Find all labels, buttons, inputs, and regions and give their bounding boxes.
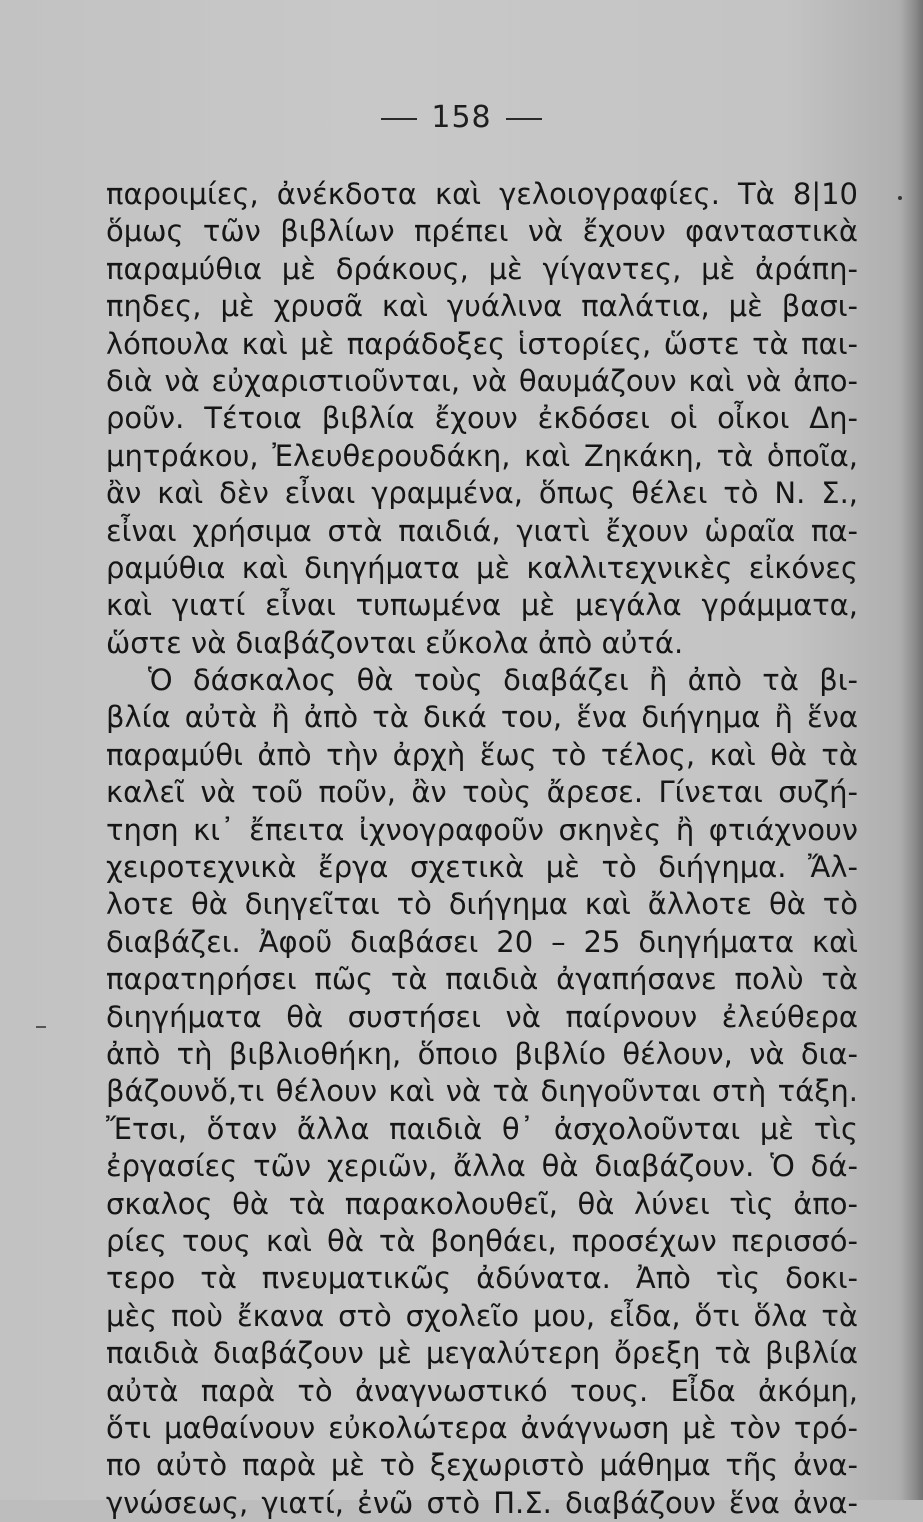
text-line: εἶναι χρήσιμα στὰ παιδιά, γιατὶ ἔχουν ὡραῖα πα- xyxy=(106,513,858,548)
text-line: μητράκου, Ἐλευθερουδάκη, καὶ Ζηκάκη, τὰ ὁποῖα, xyxy=(106,438,858,473)
margin-dot xyxy=(898,196,902,200)
text-line: σκαλος θὰ τὰ παρακολουθεῖ, θὰ λύνει τὶς ἀπο- xyxy=(106,1186,858,1221)
text-line: πο αὐτὸ παρὰ μὲ τὸ ξεχωριστὸ μάθημα τῆς ἀνα- xyxy=(106,1448,858,1483)
text-line: λοτε θὰ διηγεῖται τὸ διήγημα καὶ ἄλλοτε θὰ τὸ xyxy=(106,887,858,922)
text-line: λόπουλα καὶ μὲ παράδοξες ἱστορίες, ὥστε τὰ παι- xyxy=(106,326,858,361)
text-line: χειροτεχνικὰ ἔργα σχετικὰ μὲ τὸ διήγημα. Ἄλ- xyxy=(106,850,858,885)
text-line: παραμύθια μὲ δράκους, μὲ γίγαντες, μὲ ἀράπη- xyxy=(106,251,858,286)
text-line: διαβάζει. Ἀφοῦ διαβάσει 20 – 25 διηγήματα καὶ xyxy=(106,924,858,959)
text-line: ὥστε νὰ διαβάζονται εὔκολα ἀπὸ αὐτά. xyxy=(106,625,684,660)
text-line: καλεῖ νὰ τοῦ ποῦν, ἂν τοὺς ἄρεσε. Γίνεται συζή- xyxy=(106,775,858,810)
body-text xyxy=(106,176,858,1522)
text-line: καὶ γιατί εἶναι τυπωμένα μὲ μεγάλα γράμματα, xyxy=(106,588,858,623)
text-line: πηδες, μὲ χρυσᾶ καὶ γυάλινα παλάτια, μὲ βασι- xyxy=(106,289,858,324)
text-line: παρατηρήσει πῶς τὰ παιδιὰ ἀγαπήσανε πολὺ τὰ xyxy=(106,962,858,997)
header-dash-right xyxy=(506,118,542,120)
text-line: μὲς ποὺ ἔκανα στὸ σχολεῖο μου, εἶδα, ὅτι ὅλα τὰ xyxy=(106,1298,858,1333)
text-line: Ὁ δάσκαλος θὰ τοὺς διαβάζει ἢ ἀπὸ τὰ βι- xyxy=(148,663,858,698)
text-line: αὐτὰ παρὰ τὸ ἀναγνωστικό τους. Εἶδα ἀκόμη, xyxy=(106,1373,858,1408)
text-line: παιδιὰ διαβάζουν μὲ μεγαλύτερη ὄρεξη τὰ βιβλία xyxy=(106,1336,858,1371)
text-line: παροιμίες, ἀνέκδοτα καὶ γελοιογραφίες. Τὰ 8|10 xyxy=(106,177,858,211)
margin-tick xyxy=(36,1026,46,1028)
page-number: 158 xyxy=(431,100,492,135)
text-line: Ἔτσι, ὅταν ἄλλα παιδιὰ θ᾿ ἀσχολοῦνται μὲ τὶς xyxy=(106,1111,858,1146)
text-line: ροῦν. Τέτοια βιβλία ἔχουν ἐκδόσει οἱ οἶκοι Δη- xyxy=(106,401,858,436)
text-line: ὅτι μαθαίνουν εὐκολώτερα ἀνάγνωση μὲ τὸν τρό- xyxy=(106,1410,858,1445)
text-line: τερο τὰ πνευματικῶς ἀδύνατα. Ἀπὸ τὶς δοκι- xyxy=(106,1261,858,1296)
text-line: διηγήματα θὰ συστήσει νὰ παίρνουν ἐλεύθερα xyxy=(106,999,858,1034)
page-header xyxy=(0,100,923,135)
text-line: παραμύθι ἀπὸ τὴν ἀρχὴ ἕως τὸ τέλος, καὶ θὰ τὰ xyxy=(106,737,858,772)
text-line: ραμύθια καὶ διηγήματα μὲ καλλιτεχνικὲς εἰκόνες xyxy=(106,550,858,585)
text-line: βλία αὐτὰ ἢ ἀπὸ τὰ δικά του, ἕνα διήγημα ἢ ἕνα xyxy=(106,700,858,735)
text-line: ρίες τους καὶ θὰ τὰ βοηθάει, προσέχων περισσό- xyxy=(106,1223,858,1258)
header-dash-left xyxy=(381,118,417,120)
text-line: βάζουνὅ,τι θέλουν καὶ νὰ τὰ διηγοῦνται στὴ τάξη. xyxy=(106,1074,858,1109)
text-line: ἂν καὶ δὲν εἶναι γραμμένα, ὅπως θέλει τὸ Ν. Σ., xyxy=(106,476,858,511)
text-line: διὰ νὰ εὐχαριστιοῦνται, νὰ θαυμάζουν καὶ νὰ ἀπο- xyxy=(106,363,858,398)
text-line: γνώσεως, γιατί, ἐνῶ στὸ Π.Σ. διαβάζουν ἕνα ἀνα- xyxy=(106,1485,858,1520)
page-binding-shadow xyxy=(901,0,923,1500)
text-line: ἀπὸ τὴ βιβλιοθήκη, ὅποιο βιβλίο θέλουν, νὰ δια- xyxy=(106,1036,858,1071)
text-line: τηση κι᾿ ἔπειτα ἰχνογραφοῦν σκηνὲς ἢ φτιάχνουν xyxy=(106,812,858,847)
text-line: ὅμως τῶν βιβλίων πρέπει νὰ ἔχουν φανταστικὰ xyxy=(106,214,858,249)
text-line: ἐργασίες τῶν χεριῶν, ἄλλα θὰ διαβάζουν. Ὁ δά- xyxy=(106,1149,858,1184)
